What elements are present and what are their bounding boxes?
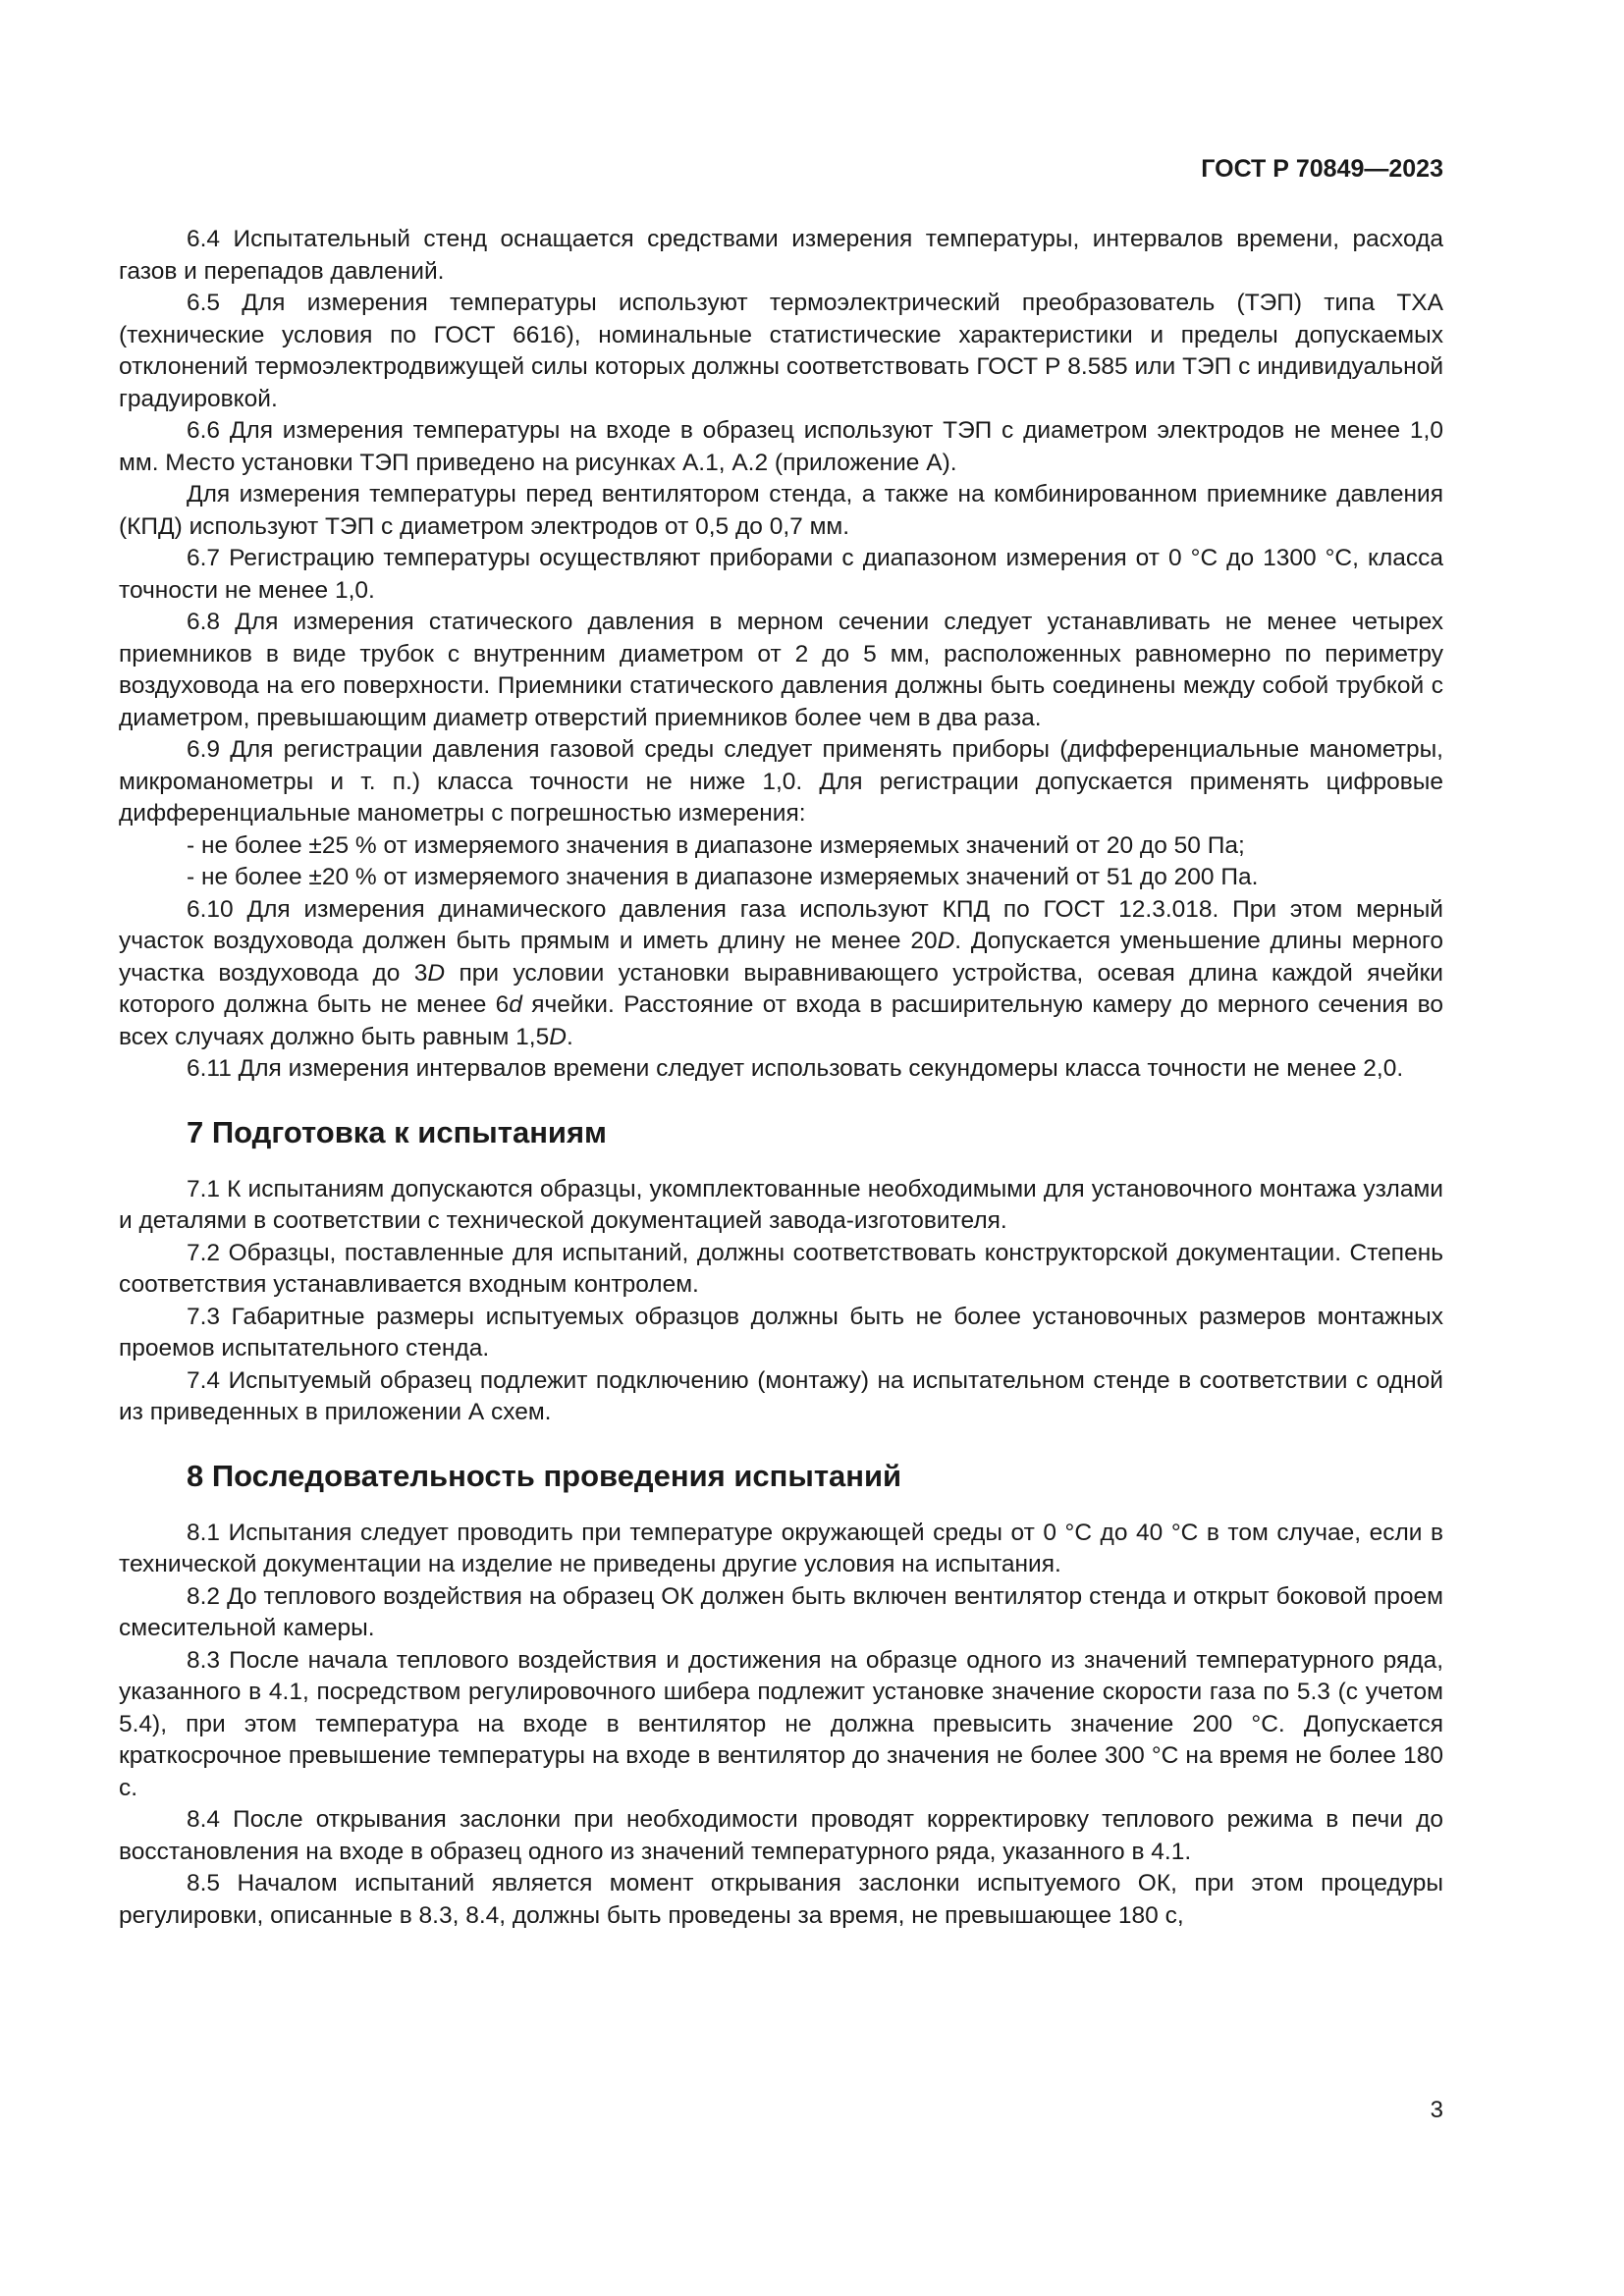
section-7-heading: 7 Подготовка к испытаниям — [187, 1114, 607, 1149]
variable: D — [937, 928, 955, 954]
text-run: при условии установки выравнивающего устройства, осевая длина каждой ячейки которого должна быть не менее 6 — [119, 959, 1443, 1018]
paragraph-7-1: 7.1 К испытаниям допускаются образцы, укомплектованные необходимыми для установочного монтажа узлами и деталями в соответствии с технической документацией завода-изготовителя. — [119, 1175, 1443, 1234]
paragraph-6-11: 6.11 Для измерения интервалов времени следует использовать секундомеры класса точности не менее 2,0. — [187, 1055, 1404, 1082]
paragraph-8-3: 8.3 После начала теплового воздействия и достижения на образце одного из значений температурного ряда, указанного в 4.1, посредством регулировочного шибера подлежит установке значение скорости газа по 5.3 (с учетом 5.4), при этом температура на входе в вентилятор не должна превысить значение 200 °С. Допускается краткосрочное превышение температуры на входе в вентилятор до значения не более 300 °С на время не более 180 с. — [119, 1646, 1443, 1801]
paragraph-6-9: 6.9 Для регистрации давления газовой среды следует применять приборы (дифференциальные манометры, микроманометры и т. п.) класса точности не ниже 1,0. Для регистрации допускается применять цифровые дифференциальные манометры с погрешностью измерения: — [119, 736, 1443, 827]
text-run: . — [566, 1023, 573, 1050]
paragraph-6-6-continued: Для измерения температуры перед вентилятором стенда, а также на комбинированном приемнике давления (КПД) используют ТЭП с диаметром электродов от 0,5 до 0,7 мм. — [119, 481, 1443, 540]
paragraph-8-4: 8.4 После открывания заслонки при необходимости проводят корректировку теплового режима в печи до восстановления на входе в образец одного из значений температурного ряда, указанного в 4.1. — [119, 1806, 1443, 1865]
paragraph-6-10 — [119, 894, 1443, 1054]
list-item: - не более ±25 % от измеряемого значения в диапазоне измеряемых значений от 20 до 50 Па; — [187, 831, 1245, 859]
paragraph-7-3: 7.3 Габаритные размеры испытуемых образцов должны быть не более установочных размеров монтажных проемов испытательного стенда. — [119, 1303, 1443, 1362]
paragraph-7-2: 7.2 Образцы, поставленные для испытаний, должны соответствовать конструкторской документации. Степень соответствия устанавливается входным контролем. — [119, 1239, 1443, 1298]
variable: d — [509, 991, 522, 1018]
paragraph-6-6: 6.6 Для измерения температуры на входе в образец используют ТЭП с диаметром электродов не менее 1,0 мм. Место установки ТЭП приведено на рисунках А.1, А.2 (приложение А). — [119, 417, 1443, 476]
paragraph-6-7: 6.7 Регистрацию температуры осуществляют приборами с диапазоном измерения от 0 °С до 1300 °С, класса точности не менее 1,0. — [119, 545, 1443, 604]
paragraph-6-4: 6.4 Испытательный стенд оснащается средствами измерения температуры, интервалов времени, расхода газов и перепадов давлений. — [119, 226, 1443, 285]
text-run: . Допускается уменьшение длины мерного участка воздуховода до 3 — [119, 928, 1443, 987]
variable: D — [549, 1023, 567, 1050]
paragraph-7-4: 7.4 Испытуемый образец подлежит подключению (монтажу) на испытательном стенде в соответствии с одной из приведенных в приложении А схем. — [119, 1366, 1443, 1425]
paragraph-8-1: 8.1 Испытания следует проводить при температуре окружающей среды от 0 °С до 40 °С в том случае, если в технической документации на изделие не приведены другие условия на испытания. — [119, 1519, 1443, 1577]
paragraph-8-5: 8.5 Началом испытаний является момент открывания заслонки испытуемого ОК, при этом процедуры регулировки, описанные в 8.3, 8.4, должны быть проведены за время, не превышающее 180 с, — [119, 1870, 1443, 1929]
page-number: 3 — [1430, 2097, 1443, 2123]
section-8-heading: 8 Последовательность проведения испытаний — [187, 1458, 902, 1493]
paragraph-8-2: 8.2 До теплового воздействия на образец ОК должен быть включен вентилятор стенда и открыт боковой проем смесительной камеры. — [119, 1582, 1443, 1641]
variable: D — [427, 959, 446, 987]
document-body — [119, 224, 1443, 1932]
text-run: ячейки. Расстояние от входа в расширительную камеру до мерного сечения во всех случаях должно быть равным 1,5 — [119, 991, 1443, 1050]
document-header: ГОСТ Р 70849—2023 — [1201, 155, 1443, 183]
paragraph-6-8: 6.8 Для измерения статического давления в мерном сечении следует устанавливать не менее четырех приемников в виде трубок с внутренним диаметром от 2 до 5 мм, расположенных равномерно по периметру воздуховода на его поверхности. Приемники статического давления должны быть соединены между собой трубкой с диаметром, превышающим диаметр отверстий приемников более чем в два раза. — [119, 609, 1443, 731]
paragraph-6-5: 6.5 Для измерения температуры используют термоэлектрический преобразователь (ТЭП) типа ТХА (технические условия по ГОСТ 6616), номинальные статистические характеристики и пределы допускаемых отклонений термоэлектродвижущей силы которых должны соответствовать ГОСТ Р 8.585 или ТЭП с индивидуальной градуировкой. — [119, 290, 1443, 412]
list-item: - не более ±20 % от измеряемого значения в диапазоне измеряемых значений от 51 до 200 Па. — [187, 864, 1259, 890]
text-run: 6.10 Для измерения динамического давления газа используют КПД по ГОСТ 12.3.018. При этом мерный участок воздуховода должен быть прямым и иметь длину не менее 20 — [119, 895, 1443, 954]
